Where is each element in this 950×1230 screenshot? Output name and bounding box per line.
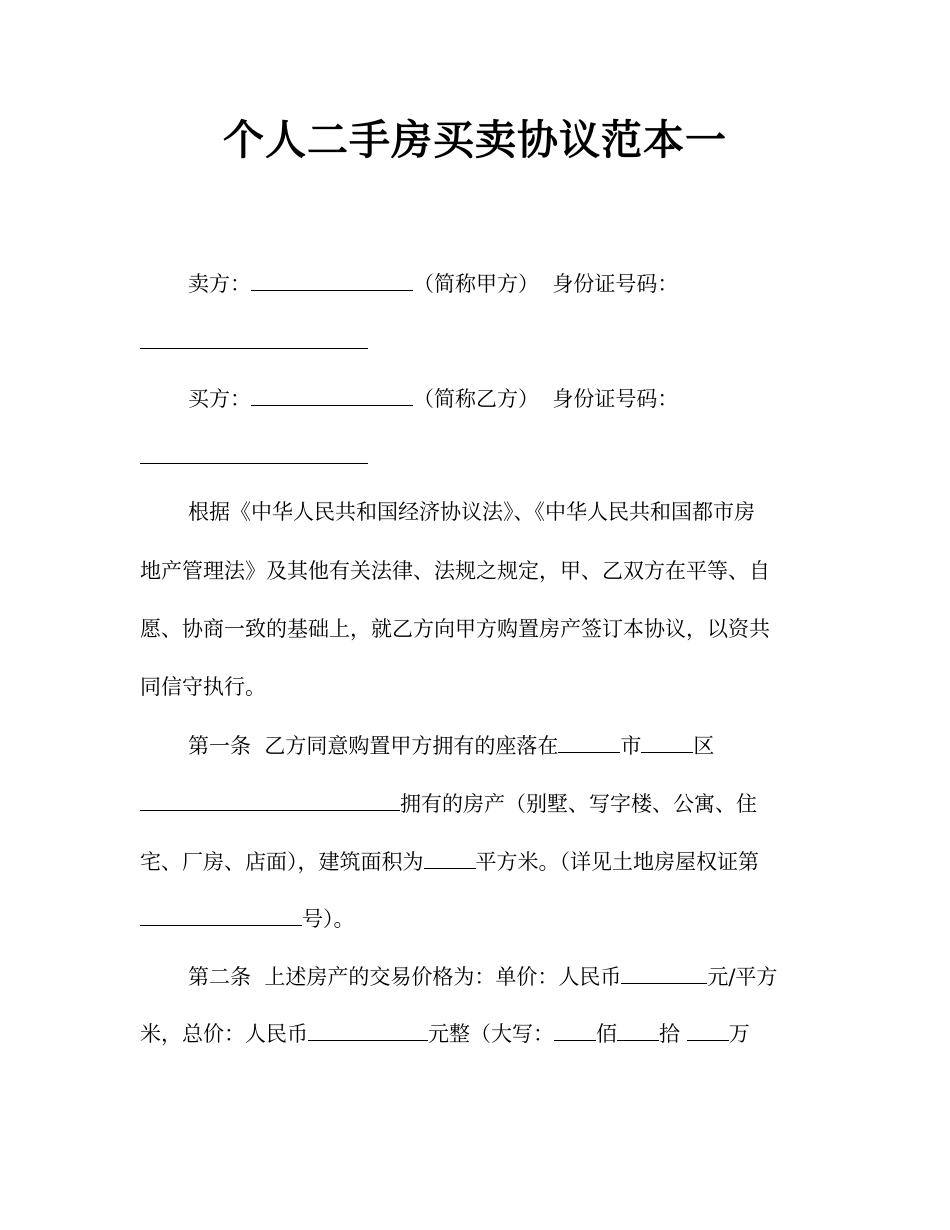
article1-text-c: 宅、厂房、店面），建筑面积为 bbox=[140, 850, 424, 874]
buyer-alias: （简称乙方） bbox=[413, 387, 539, 411]
district-blank bbox=[641, 730, 693, 753]
seller-label: 卖方： bbox=[188, 272, 251, 296]
preamble-line-2: 地产管理法》及其他有关法律、法规之规定，甲、乙双方在平等、自 bbox=[140, 559, 770, 583]
unit-price-blank bbox=[621, 961, 707, 984]
buyer-label: 买方： bbox=[188, 387, 251, 411]
area-blank bbox=[424, 846, 476, 869]
tens-blank bbox=[617, 1018, 659, 1041]
tens-label: 拾 bbox=[659, 1022, 687, 1046]
ten-thousands-label: 万 bbox=[728, 1022, 750, 1046]
seller-alias: （简称甲方） bbox=[413, 272, 539, 296]
article2-text-c: 米，总价：人民币 bbox=[140, 1022, 308, 1046]
district-label: 区 bbox=[693, 734, 715, 758]
article1-text-b: 拥有的房产（别墅、写字楼、公寓、住 bbox=[400, 792, 757, 816]
article2-text-b: 元/平方 bbox=[707, 965, 778, 989]
seller-name-blank bbox=[251, 268, 413, 291]
article1-line-4 bbox=[140, 903, 355, 934]
buyer-line bbox=[188, 383, 678, 414]
seller-line bbox=[188, 268, 678, 299]
preamble-line-3: 愿、协商一致的基础上，就乙方向甲方购置房产签订本协议，以资共 bbox=[140, 617, 770, 641]
preamble-line-4: 同信守执行。 bbox=[140, 675, 266, 699]
article2-text-a: 第二条 上述房产的交易价格为：单价：人民币 bbox=[188, 965, 622, 989]
article1-line-3 bbox=[140, 846, 759, 877]
article1-text-a: 第一条 乙方同意购置甲方拥有的座落在 bbox=[188, 734, 559, 758]
article1-line-1 bbox=[188, 730, 714, 761]
certificate-no-blank bbox=[140, 903, 302, 926]
article2-line-2 bbox=[140, 1018, 750, 1049]
article1-line-2 bbox=[140, 788, 757, 819]
city-blank bbox=[558, 730, 620, 753]
article2-line-1 bbox=[188, 961, 777, 992]
hundreds-blank bbox=[554, 1018, 596, 1041]
total-price-blank bbox=[308, 1018, 428, 1041]
buyer-name-blank bbox=[251, 383, 413, 406]
ten-thousands-blank bbox=[687, 1018, 729, 1041]
preamble-line-1: 根据《中华人民共和国经济协议法》、《中华人民共和国都市房 bbox=[188, 500, 755, 524]
buyer-id-blank bbox=[140, 462, 368, 464]
seller-id-blank bbox=[140, 347, 368, 349]
address-blank bbox=[140, 788, 400, 811]
article1-text-d: 平方米。（详见土地房屋权证第 bbox=[475, 850, 759, 874]
article1-text-e: 号）。 bbox=[302, 907, 355, 931]
buyer-id-label: 身份证号码： bbox=[552, 387, 679, 411]
seller-id-label: 身份证号码： bbox=[552, 272, 679, 296]
hundreds-label: 佰 bbox=[596, 1022, 617, 1046]
document-title: 个人二手房买卖协议范本一 bbox=[223, 116, 727, 164]
city-label: 市 bbox=[620, 734, 642, 758]
article2-text-d: 元整（大写： bbox=[428, 1022, 554, 1046]
